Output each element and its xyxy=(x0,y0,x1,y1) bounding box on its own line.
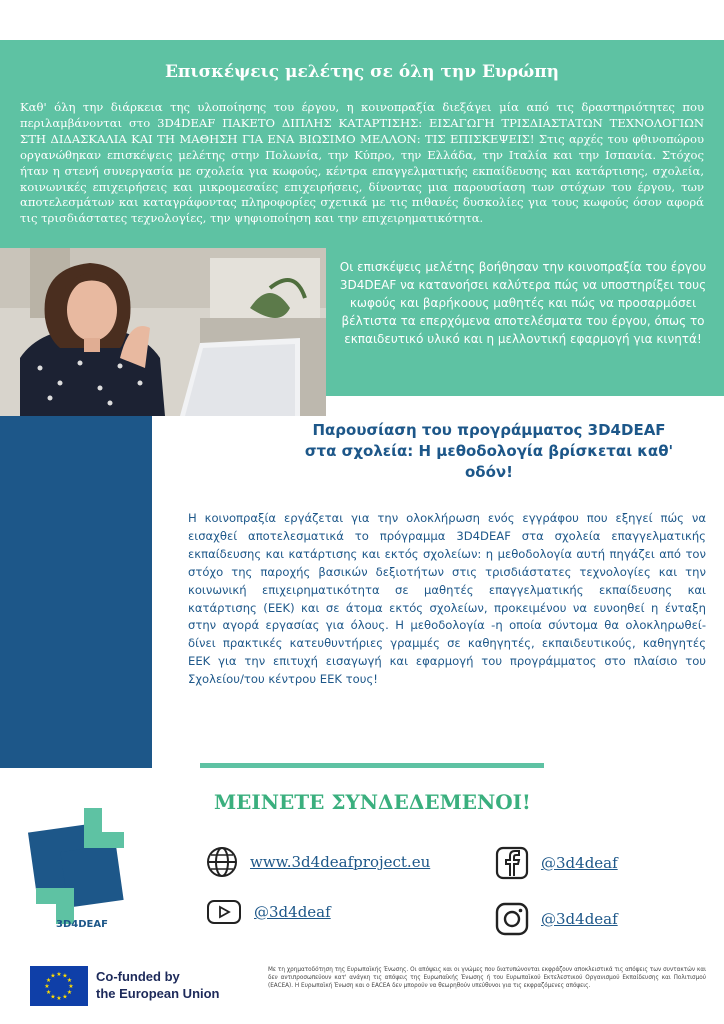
svg-text:★: ★ xyxy=(50,972,56,980)
facebook-icon xyxy=(495,846,529,880)
divider-line xyxy=(200,763,544,768)
svg-text:★: ★ xyxy=(56,971,62,978)
website-link[interactable]: www.3d4deafproject.eu xyxy=(250,853,431,871)
globe-icon xyxy=(206,846,238,878)
eu-cofunded-label xyxy=(96,968,220,1002)
eu-line2: the European Union xyxy=(96,986,220,1001)
eu-disclaimer: Με τη χρηματοδότηση της Ευρωπαϊκής Ένωσης. Οι απόψεις και οι γνώμες που διατυπώνονται εκφράζουν αποκλειστικά τις απόψεις των συντακτών και δεν αντιπροσωπεύουν κατ' ανάγκη τις απόψεις της Ευρωπαϊκής Ένωσης ή του Ευρωπαϊκού Εκτελεστικού Οργανισμού Εκπαίδευσης και Πολιτισμού (EACEA). Η Ευρωπαϊκή Ένωση και ο EACEA δεν μπορούν να θεωρηθούν υπεύθυνοι για τις εκφραζόμενες απόψεις. xyxy=(268,967,706,989)
blue-side-bar xyxy=(0,416,152,768)
section2-title: Παρουσίαση του προγράμματος 3D4DEAF στα σχολεία: Η μεθοδολογία βρίσκεται καθ' οδόν! xyxy=(304,421,674,481)
section1-intro: Καθ' όλη την διάρκεια της υλοποίησης του έργου, η κοινοπραξία διεξάγει μία από τις δραστηριότητες που περιλαμβάνονται στο 3D4DEAF ΠΑΚΕΤΟ ΔΙΠΛΗΣ ΚΑΤΑΡΤΙΣΗΣ: ΕΙΣΑΓΩΓΗ ΤΡΙΣΔΙΑΣΤΑΤΩΝ ΤΕΧΝΟΛΟΓΙΩΝ ΣΤΗ ΔΙΔΑΣΚΑΛΙΑ ΚΑΙ ΤΗ ΜΑΘΗΣΗ ΓΙΑ ΕΝΑ ΒΙΩΣΙΜΟ ΜΕΛΛΟΝ: ΤΙΣ ΕΠΙΣΚΕΨΕΙΣ! Στις αρχές του φθινοπώρου οργανώθηκαν επισκέψεις μελέτης στην Πολωνία, την Κύπρο, την Ελλάδα, την Ιταλία και την Ισπανία. Στόχος ήταν η στενή συνεργασία με σχολεία για κωφούς, κέντρα επαγγελματικής εκπαίδευσης και κατάρτισης, σχολεία, κοινωνικές επιχειρήσεις και μικρομεσαίες επιχειρήσεις, δίνοντας μια παρουσίαση των στόχων του έργου, των αποτελεσμάτων και καταγράφοντας πληροφορίες σχετικά με τις πιθανές δυσκολίες για τους κωφούς όσον αφορά τις τρισδιάστατες τεχνολογίες, την ψηφιοποίηση και την επιχειρηματικότητα. xyxy=(20,100,704,226)
youtube-icon xyxy=(206,898,242,926)
woman-signing-photo xyxy=(0,248,326,416)
photo-illustration xyxy=(0,248,326,416)
instagram-contact[interactable] xyxy=(495,902,618,936)
section2-body: Η κοινοπραξία εργάζεται για την ολοκλήρωση ενός εγγράφου που εξηγεί πώς να εισαχθεί αποτελεσματικά το πρόγραμμα 3D4DEAF στα σχολεία επαγγελματικής εκπαίδευσης και κατάρτισης και εκτός σχολείων: η μεθοδολογία αυτή πηγάζει από τον στόχο της παροχής βασικών δεξιοτήτων στις τρισδιάστατες τεχνολογίες και την κοινωνική επιχειρηματικότητα σε μαθητές επαγγελματικής εκπαίδευσης και κατάρτισης (ΕΕΚ) και σε άτομα εκτός σχολείων, προκειμένου να ευνοηθεί η ένταξη στην αγορά εργασίας για όλους. Η μεθοδολογία -η οποία σύντομα θα ολοκληρωθεί- δίνει πρακτικές κατευθυντήριες γραμμές σε καθηγητές, εκπαιδευτικούς, καθηγητές ΕΕΚ για την επιτυχή εισαγωγή και εφαρμογή του προγράμματος στο πλαίσιο του Σχολείου/του κέντρου ΕΕΚ τους! xyxy=(188,511,706,687)
website-contact[interactable] xyxy=(206,846,430,878)
svg-text:★: ★ xyxy=(45,989,52,996)
logo-text: 3D4DEAF xyxy=(56,919,108,930)
youtube-handle[interactable]: @3d4deaf xyxy=(254,903,331,921)
visits-summary: Οι επισκέψεις μελέτης βοήθησαν την κοινοπραξία του έργου 3D4DEAF να κατανοήσει καλύτερα πώς να υποστηρίξει τους κωφούς και βαρήκοους μαθητές και πώς να προσαρμόσει βέλτιστα τα επερχόμενα αποτελέσματα του έργου, όπως το εκπαιδευτικό υλικό και η μελλοντική εφαρμογή για κινητά! xyxy=(339,260,707,346)
youtube-contact[interactable] xyxy=(206,898,331,926)
3d4deaf-logo xyxy=(22,800,142,930)
instagram-handle[interactable]: @3d4deaf xyxy=(541,910,618,928)
eu-flag-icon xyxy=(30,966,88,1006)
svg-text:★: ★ xyxy=(68,983,74,990)
svg-text:★: ★ xyxy=(66,977,73,984)
svg-text:★: ★ xyxy=(66,989,73,996)
svg-text:★: ★ xyxy=(50,993,56,1001)
svg-text:★: ★ xyxy=(56,995,62,1002)
svg-text:★: ★ xyxy=(44,983,50,990)
svg-text:★: ★ xyxy=(62,993,68,1001)
instagram-icon xyxy=(495,902,529,936)
facebook-handle[interactable]: @3d4deaf xyxy=(541,854,618,872)
eu-line1: Co-funded by xyxy=(96,969,180,984)
svg-text:★: ★ xyxy=(62,972,68,980)
svg-text:★: ★ xyxy=(45,977,52,984)
facebook-contact[interactable] xyxy=(495,846,618,880)
stay-connected-heading: ΜΕΙΝΕΤΕ ΣΥΝΔΕΔΕΜΕΝΟΙ! xyxy=(214,790,531,814)
section1-title: Επισκέψεις μελέτης σε όλη την Ευρώπη xyxy=(164,62,560,82)
